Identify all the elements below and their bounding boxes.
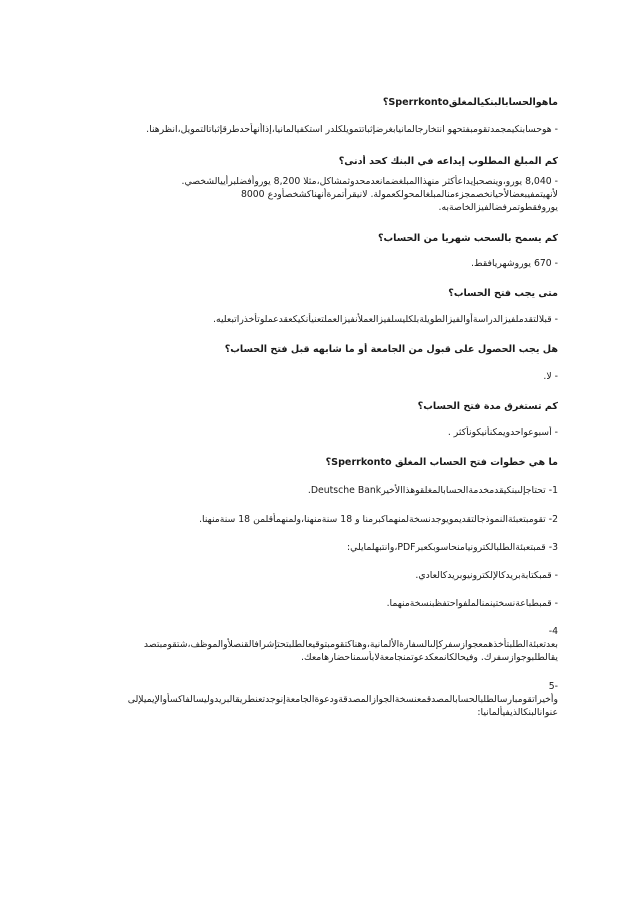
paragraph-deposit-line-2: لأنهيتمفيبعضالأحيانخصمجزءمنالمبلغالمحولكعمولة. لانيقرأتمرةأنهناكشخصأودع 8000: [240, 189, 558, 200]
step-2: 2- تقومبتعبئةالنموذجالتقديمويوجدنسخةلمنهماكبرمنا و 18 سنةمنهنا،ولمنهمأقلمن 18 سنةمنهنا.: [199, 514, 558, 525]
paragraph-monthly-withdrawal: - 670 يوروشهريافقط.: [471, 258, 558, 269]
step-3-note-a: - قمبكتابةبريدكالإلكترونيوبريدكالعادي.: [415, 570, 558, 581]
step-4-line-2: يقالطلبوجوازسفرك. وفيحالكانمعكدعوتمنجامعةلابأسمناحضارهامعك.: [301, 652, 558, 663]
paragraph-when-to-open: - قبلالتقدملفيزالدراسةأوالفيزالطويلةبلكليسلفيزالعملأنفيزالعملتعنيأنكيكعقدعملوتأخذراتبعليه.: [213, 314, 558, 325]
paragraph-admission-required: - لا.: [543, 371, 558, 382]
paragraph-definition: - هوحسابنكيمجمدتقومبفتحهو انتخارجالمانيابغرضإثباتتمويلكلدر استكفيالمانيا،إذاأنهأحدطرقإثباتالتمويل،انظرهنا.: [146, 124, 558, 135]
step-3: 3- قمبتعبئةالطلبالكترونيامنحاسوبكعبرPDF،وانتبهلمايلي:: [347, 542, 558, 553]
heading-admission-required: هل يجب الحصول على قبول من الجامعة أو ما شابهه قبل فتح الحساب؟: [224, 344, 558, 355]
heading-duration: كم تستغرق مدة فتح الحساب؟: [417, 401, 558, 412]
heading-minimum-deposit: كم المبلغ المطلوب إيداعه في البنك كحد أدنى؟: [338, 156, 558, 167]
paragraph-deposit-line-1: - 8,040 يورو،وينصحبإيداعأكثر منهذاالمبلغضمانعدمحدوثمشاكل،مثلا 8,200 يوروأفضلبرأييالشخصي.: [181, 176, 558, 187]
step-5-line-2: عنوانالبنكالذيفيألمانيا:: [477, 707, 558, 718]
paragraph-duration: - أسبوعواحدويمكنأنيكونأكثر .: [447, 427, 558, 438]
heading-what-is-sperrkonto: ماهوالحسابالبنكيالمغلقSperrkonto؟: [382, 97, 558, 108]
step-5-line-1: وأخيراتقومبارسالطلبالحسابالمصدقمعنسخةالجوازالمصدقةودعوةالجامعةإنوجدتعنطريقالبريدوليسالفاكسأوالإيميلإلى: [127, 694, 558, 705]
step-4-number: 4-: [548, 626, 558, 637]
step-3-note-b: - قمبطباعةنسختينمنالملفواحتفظبنسخةمنهما.: [386, 598, 558, 609]
step-1: 1- تحتاجإلىبنكيقدمخدمةالحسابالمغلقوهذاالأخيرDeutsche Bank.: [307, 485, 558, 496]
step-4-line-1: بعدتعبئةالطلبتأخذهمعجوازسفركإلىالسفارةالألمانية،وهناكتقومبتوقيعالطلبتحتإشرافالقنصلأوالموظف،شتقومبتصد: [143, 639, 558, 650]
paragraph-deposit-line-3: يوروفقطوتمرفضالفيزالخاصةبه.: [438, 202, 558, 213]
step-5-number: -5: [548, 681, 558, 692]
heading-steps: ما هي خطوات فتح الحساب المغلق Sperrkonto؟: [325, 457, 558, 468]
heading-when-to-open: متى يجب فتح الحساب؟: [448, 288, 558, 299]
heading-monthly-withdrawal: كم يسمح بالسحب شهريا من الحساب؟: [377, 233, 558, 244]
